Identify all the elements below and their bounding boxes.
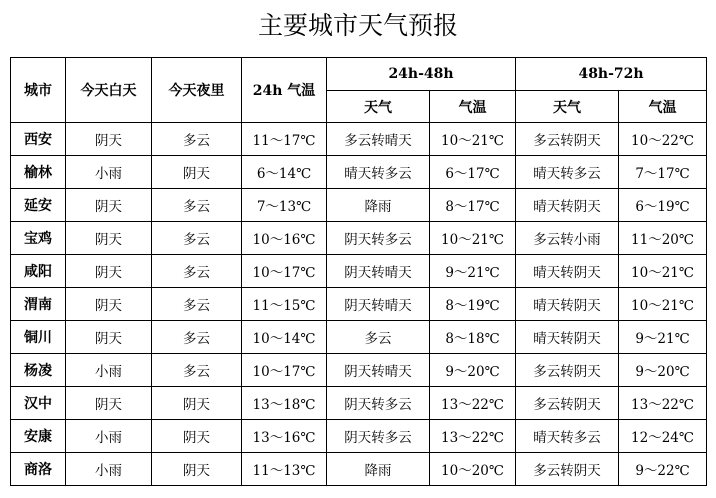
city-name: 杨凌 [11,354,66,387]
temp-24h: 10～16℃ [242,222,327,255]
weather-48h: 阴天转多云 [327,420,430,453]
temp-48h: 10～21℃ [430,222,516,255]
weather-48h: 多云转晴天 [327,123,430,156]
temp-24h: 10～17℃ [242,255,327,288]
temp-48h: 8～17℃ [430,189,516,222]
tonight-weather: 多云 [152,189,242,222]
temp-24h: 11～13℃ [242,453,327,486]
city-name: 西安 [11,123,66,156]
city-name: 渭南 [11,288,66,321]
temp-72h: 13～22℃ [619,387,707,420]
weather-48h: 阴天转晴天 [327,255,430,288]
today-day-weather: 阴天 [66,321,152,354]
header-tonight: 今天夜里 [152,58,242,123]
weather-48h: 降雨 [327,453,430,486]
weather-48h: 晴天转多云 [327,156,430,189]
temp-48h: 9～20℃ [430,354,516,387]
tonight-weather: 阴天 [152,453,242,486]
page-title: 主要城市天气预报 [257,11,458,40]
temp-48h: 13～22℃ [430,387,516,420]
weather-48h: 阴天转晴天 [327,288,430,321]
temp-24h: 11～15℃ [242,288,327,321]
table-row [11,156,707,189]
header-weather-72h: 天气 [516,91,619,123]
table-row [11,222,707,255]
temp-72h: 9～21℃ [619,321,707,354]
temp-48h: 8～18℃ [430,321,516,354]
city-name: 延安 [11,189,66,222]
weather-72h: 晴天转多云 [516,420,619,453]
weather-72h: 多云转阴天 [516,387,619,420]
temp-24h: 11～17℃ [242,123,327,156]
today-day-weather: 阴天 [66,189,152,222]
weather-48h: 阴天转多云 [327,222,430,255]
header-group-24-48h: 24h-48h [327,58,516,91]
header-city: 城市 [11,58,66,123]
weather-72h: 多云转阴天 [516,354,619,387]
table-row [11,354,707,387]
temp-72h: 12～24℃ [619,420,707,453]
tonight-weather: 多云 [152,255,242,288]
today-day-weather: 阴天 [66,387,152,420]
weather-48h: 阴天转晴天 [327,354,430,387]
weather-72h: 多云转阴天 [516,123,619,156]
temp-24h: 6～14℃ [242,156,327,189]
temp-24h: 7～13℃ [242,189,327,222]
temp-24h: 10～17℃ [242,354,327,387]
weather-72h: 晴天转阴天 [516,321,619,354]
tonight-weather: 阴天 [152,156,242,189]
header-temp-24h: 24h 气温 [242,58,327,123]
today-day-weather: 阴天 [66,123,152,156]
temp-24h: 13～18℃ [242,387,327,420]
table-row [11,387,707,420]
city-name: 铜川 [11,321,66,354]
city-name: 商洛 [11,453,66,486]
weather-48h: 阴天转多云 [327,387,430,420]
tonight-weather: 多云 [152,222,242,255]
today-day-weather: 阴天 [66,255,152,288]
table-row [11,453,707,486]
header-temp-72h: 气温 [619,91,707,123]
temp-72h: 6～19℃ [619,189,707,222]
temp-48h: 10～20℃ [430,453,516,486]
today-day-weather: 小雨 [66,420,152,453]
temp-72h: 10～21℃ [619,255,707,288]
city-name: 宝鸡 [11,222,66,255]
tonight-weather: 多云 [152,123,242,156]
temp-24h: 10～14℃ [242,321,327,354]
tonight-weather: 多云 [152,288,242,321]
tonight-weather: 阴天 [152,420,242,453]
city-name: 榆林 [11,156,66,189]
today-day-weather: 小雨 [66,453,152,486]
forecast-table [10,57,707,486]
temp-48h: 10～21℃ [430,123,516,156]
temp-48h: 9～21℃ [430,255,516,288]
temp-72h: 9～20℃ [619,354,707,387]
weather-48h: 多云 [327,321,430,354]
today-day-weather: 阴天 [66,222,152,255]
temp-72h: 9～22℃ [619,453,707,486]
temp-48h: 13～22℃ [430,420,516,453]
header-group-48-72h: 48h-72h [516,58,707,91]
table-row [11,255,707,288]
temp-48h: 6～17℃ [430,156,516,189]
table-row [11,288,707,321]
tonight-weather: 阴天 [152,387,242,420]
header-weather-48h: 天气 [327,91,430,123]
temp-72h: 10～21℃ [619,288,707,321]
header-today-day: 今天白天 [66,58,152,123]
tonight-weather: 多云 [152,321,242,354]
temp-48h: 8～19℃ [430,288,516,321]
today-day-weather: 阴天 [66,288,152,321]
table-row [11,123,707,156]
temp-72h: 7～17℃ [619,156,707,189]
weather-72h: 多云转阴天 [516,453,619,486]
header-row-top [11,58,707,91]
temp-72h: 11～20℃ [619,222,707,255]
tonight-weather: 多云 [152,354,242,387]
temp-72h: 10～22℃ [619,123,707,156]
city-name: 安康 [11,420,66,453]
today-day-weather: 小雨 [66,354,152,387]
temp-24h: 13～16℃ [242,420,327,453]
today-day-weather: 小雨 [66,156,152,189]
city-name: 咸阳 [11,255,66,288]
table-row [11,420,707,453]
table-row [11,321,707,354]
weather-72h: 多云转小雨 [516,222,619,255]
header-temp-48h: 气温 [430,91,516,123]
weather-48h: 降雨 [327,189,430,222]
table-row [11,189,707,222]
weather-72h: 晴天转阴天 [516,189,619,222]
weather-72h: 晴天转阴天 [516,255,619,288]
weather-72h: 晴天转阴天 [516,288,619,321]
weather-72h: 晴天转多云 [516,156,619,189]
city-name: 汉中 [11,387,66,420]
